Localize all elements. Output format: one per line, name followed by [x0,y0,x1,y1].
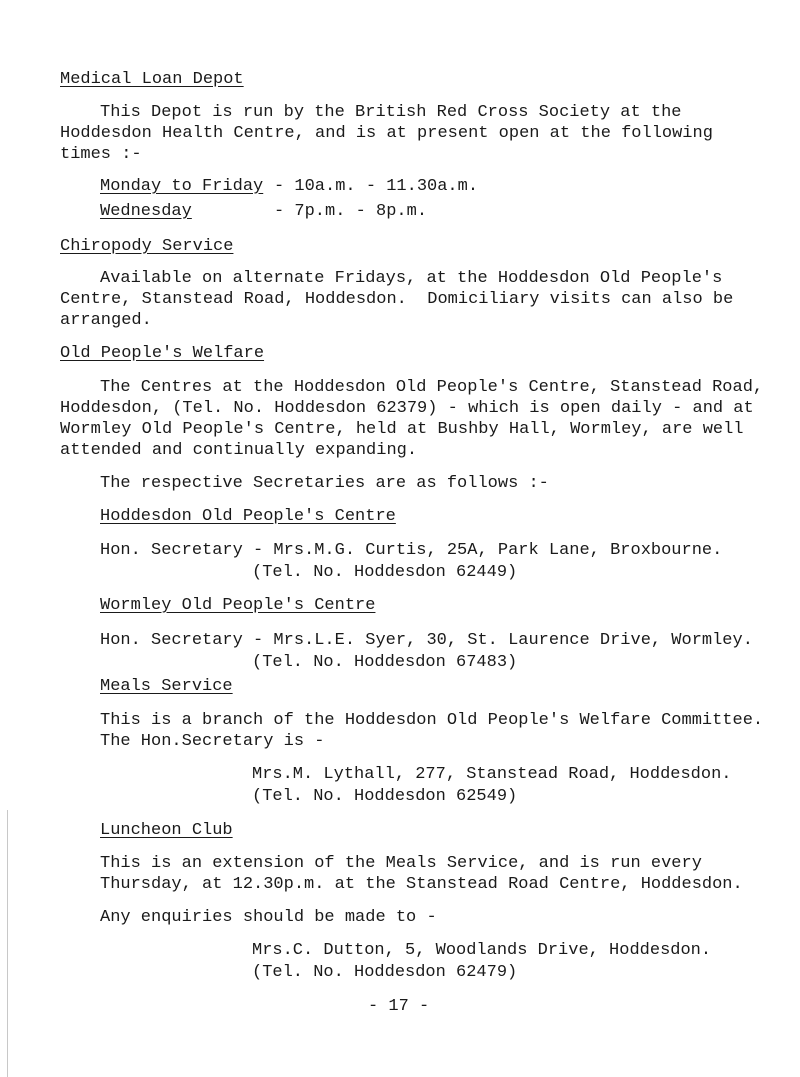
secretary-line: Hon. Secretary - Mrs.M.G. Curtis, 25A, Park Lane, Broxbourne. [100,541,723,560]
paragraph-line: attended and continually expanding. [60,441,418,460]
hours-time: - 10a.m. - 11.30a.m. [274,177,479,196]
paragraph-line: Available on alternate Fridays, at the Hoddesdon Old People's [100,269,723,288]
secretaries-intro: The respective Secretaries are as follows :- [100,474,549,493]
subheading-luncheon-club: Luncheon Club [100,821,233,840]
paragraph-line: Hoddesdon Health Centre, and is at present open at the following [60,124,713,143]
paragraph-line: This is an extension of the Meals Service, and is run every [100,854,702,873]
telephone-line: (Tel. No. Hoddesdon 67483) [252,653,518,672]
page-number: - 17 - [368,997,430,1016]
section-heading-welfare: Old People's Welfare [60,344,265,363]
section-heading-chiropody: Chiropody Service [60,237,234,256]
paragraph-line: This is a branch of the Hoddesdon Old People's Welfare Committee. [100,711,764,730]
paragraph-line: Hoddesdon, (Tel. No. Hoddesdon 62379) - which is open daily - and at [60,399,754,418]
telephone-line: (Tel. No. Hoddesdon 62549) [252,787,518,806]
paragraph-line: The Centres at the Hoddesdon Old People's Centre, Stanstead Road, [100,378,764,397]
hours-day: Monday to Friday [100,177,264,196]
paragraph-line: The Hon.Secretary is - [100,732,325,751]
telephone-line: (Tel. No. Hoddesdon 62479) [252,963,518,982]
paragraph-line: Wormley Old People's Centre, held at Bushby Hall, Wormley, are well [60,420,744,439]
paragraph-line: arranged. [60,311,152,330]
hours-day: Wednesday [100,202,192,221]
address-line: Mrs.M. Lythall, 277, Stanstead Road, Hoddesdon. [252,765,732,784]
section-heading-medical-loan: Medical Loan Depot [60,70,244,89]
enquiries-line: Any enquiries should be made to - [100,908,437,927]
telephone-line: (Tel. No. Hoddesdon 62449) [252,563,518,582]
hours-time: - 7p.m. - 8p.m. [274,202,428,221]
paragraph-line: Thursday, at 12.30p.m. at the Stanstead Road Centre, Hoddesdon. [100,875,743,894]
subheading-hoddesdon-centre: Hoddesdon Old People's Centre [100,507,396,526]
subheading-meals-service: Meals Service [100,677,233,696]
paragraph-line: Centre, Stanstead Road, Hoddesdon. Domiciliary visits can also be [60,290,734,309]
secretary-line: Hon. Secretary - Mrs.L.E. Syer, 30, St. Laurence Drive, Wormley. [100,631,753,650]
paragraph-line: This Depot is run by the British Red Cross Society at the [100,103,682,122]
address-line: Mrs.C. Dutton, 5, Woodlands Drive, Hoddesdon. [252,941,712,960]
scan-edge-line [7,810,8,1077]
subheading-wormley-centre: Wormley Old People's Centre [100,596,376,615]
paragraph-line: times :- [60,145,142,164]
